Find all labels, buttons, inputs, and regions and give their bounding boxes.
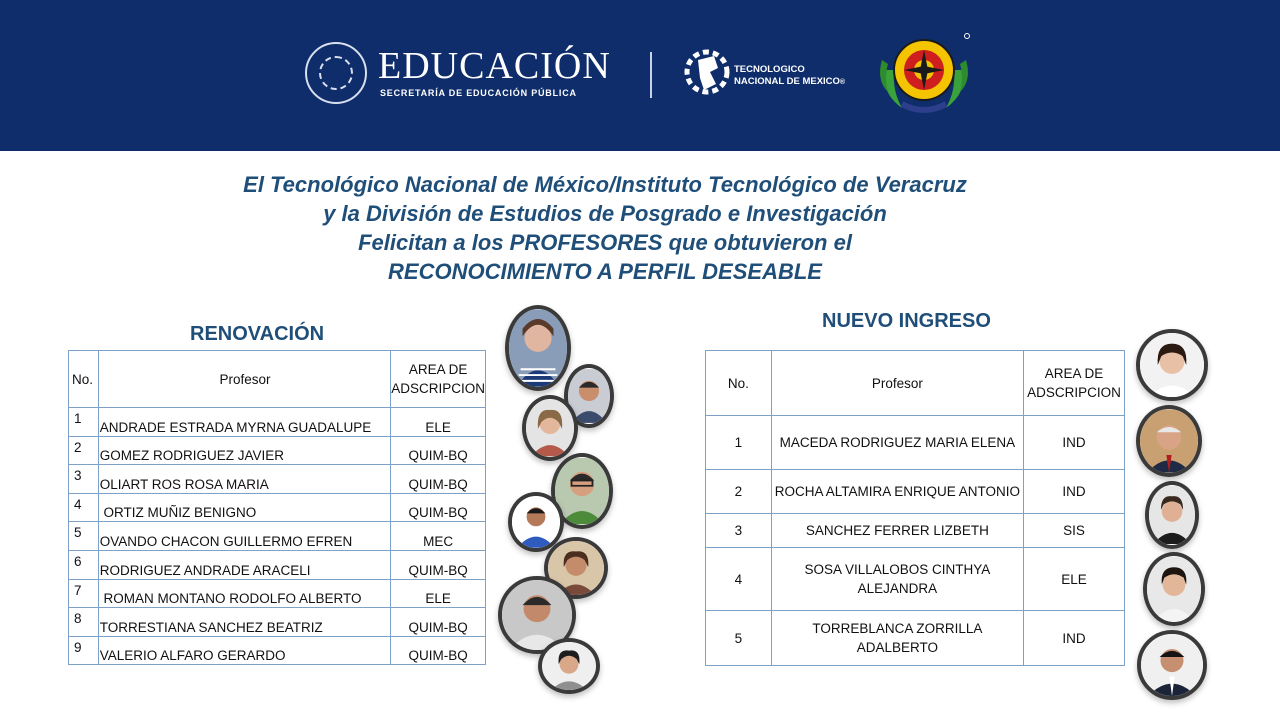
column-header-profesor: Profesor: [98, 351, 390, 408]
row-number: 1: [69, 408, 99, 437]
area-code: QUIM-BQ: [391, 493, 486, 522]
area-code: QUIM-BQ: [391, 636, 486, 665]
area-code: ELE: [391, 408, 486, 437]
headline-line-3: Felicitan a los PROFESORES que obtuvieron el: [358, 230, 852, 255]
row-number: 7: [69, 579, 99, 608]
table-row: [69, 550, 486, 579]
header-banner: [0, 0, 1280, 151]
area-code: IND: [1024, 416, 1125, 470]
table-row: [69, 465, 486, 494]
mexico-seal-icon: [305, 42, 367, 104]
table-header-row: [69, 351, 486, 408]
professor-name: SOSA VILLALOBOS CINTHYA ALEJANDRA: [771, 548, 1023, 611]
headline-line-1: El Tecnológico Nacional de México/Instituto Tecnológico de Veracruz: [243, 172, 967, 197]
professor-name: OVANDO CHACON GUILLERMO EFREN: [98, 522, 390, 551]
row-number: 4: [706, 548, 772, 611]
tecnm-line2: NACIONAL DE MEXICO®: [734, 76, 846, 87]
area-code: MEC: [391, 522, 486, 551]
logo-divider: [650, 52, 652, 98]
sep-logo-subtitle: SECRETARÍA DE EDUCACIÓN PÚBLICA: [380, 88, 577, 98]
professor-name: VALERIO ALFARO GERARDO: [98, 636, 390, 665]
professor-photo: [1136, 405, 1202, 477]
table-row: [69, 436, 486, 465]
table-row: [706, 416, 1125, 470]
headline-line-2: y la División de Estudios de Posgrado e Investigación: [323, 201, 887, 226]
area-code: QUIM-BQ: [391, 436, 486, 465]
table-row: [706, 548, 1125, 611]
professor-name: MACEDA RODRIGUEZ MARIA ELENA: [771, 416, 1023, 470]
table-row: [69, 408, 486, 437]
column-header-no: No.: [69, 351, 99, 408]
table-row: [69, 522, 486, 551]
professor-name: ROMAN MONTANO RODOLFO ALBERTO: [98, 579, 390, 608]
professor-name: GOMEZ RODRIGUEZ JAVIER: [98, 436, 390, 465]
professor-name: TORREBLANCA ZORRILLA ADALBERTO: [771, 611, 1023, 666]
nuevo-ingreso-table: [705, 350, 1125, 666]
professor-name: OLIART ROS ROSA MARIA: [98, 465, 390, 494]
row-number: 2: [706, 470, 772, 514]
renovacion-title: RENOVACIÓN: [190, 323, 325, 345]
table-row: [69, 579, 486, 608]
headline: [180, 170, 1030, 286]
column-header-profesor: Profesor: [771, 351, 1023, 416]
area-code: QUIM-BQ: [391, 465, 486, 494]
headline-line-4: RECONOCIMIENTO A PERFIL DESEABLE: [388, 259, 822, 284]
area-code: IND: [1024, 611, 1125, 666]
row-number: 9: [69, 636, 99, 665]
area-code: ELE: [391, 579, 486, 608]
renovacion-table: [68, 350, 486, 665]
row-number: 1: [706, 416, 772, 470]
table-row: [706, 611, 1125, 666]
professor-photo: [1136, 329, 1208, 401]
itv-logo-icon: [872, 30, 976, 114]
professor-name: ROCHA ALTAMIRA ENRIQUE ANTONIO: [771, 470, 1023, 514]
area-code: SIS: [1024, 514, 1125, 548]
row-number: 6: [69, 550, 99, 579]
area-code: ELE: [1024, 548, 1125, 611]
table-header-row: [706, 351, 1125, 416]
table-row: [69, 608, 486, 637]
column-header-no: No.: [706, 351, 772, 416]
table-row: [706, 470, 1125, 514]
professor-name: TORRESTIANA SANCHEZ BEATRIZ: [98, 608, 390, 637]
row-number: 4: [69, 493, 99, 522]
professor-photo: [538, 638, 600, 694]
tecnm-line1: TECNOLOGICO: [734, 64, 805, 75]
row-number: 5: [69, 522, 99, 551]
table-row: [706, 514, 1125, 548]
column-header-area: AREA DE ADSCRIPCION: [391, 351, 486, 408]
nuevo-ingreso-title: NUEVO INGRESO: [822, 310, 991, 332]
sep-logo-title: EDUCACIÓN: [378, 45, 611, 87]
area-code: QUIM-BQ: [391, 608, 486, 637]
row-number: 8: [69, 608, 99, 637]
row-number: 2: [69, 436, 99, 465]
table-row: [69, 636, 486, 665]
row-number: 5: [706, 611, 772, 666]
row-number: 3: [706, 514, 772, 548]
professor-photo: [1145, 481, 1199, 549]
professor-photo: [522, 395, 578, 461]
professor-name: ORTIZ MUÑIZ BENIGNO: [98, 493, 390, 522]
professor-name: ANDRADE ESTRADA MYRNA GUADALUPE: [98, 408, 390, 437]
professor-photo: [1137, 630, 1207, 700]
professor-name: SANCHEZ FERRER LIZBETH: [771, 514, 1023, 548]
tecnm-logo-icon: [684, 42, 730, 106]
row-number: 3: [69, 465, 99, 494]
professor-photo: [1143, 552, 1205, 626]
area-code: IND: [1024, 470, 1125, 514]
professor-photo: [505, 305, 571, 391]
area-code: QUIM-BQ: [391, 550, 486, 579]
column-header-area: AREA DE ADSCRIPCION: [1024, 351, 1125, 416]
tecnm-logo-text: [734, 64, 845, 89]
table-row: [69, 493, 486, 522]
professor-name: RODRIGUEZ ANDRADE ARACELI: [98, 550, 390, 579]
